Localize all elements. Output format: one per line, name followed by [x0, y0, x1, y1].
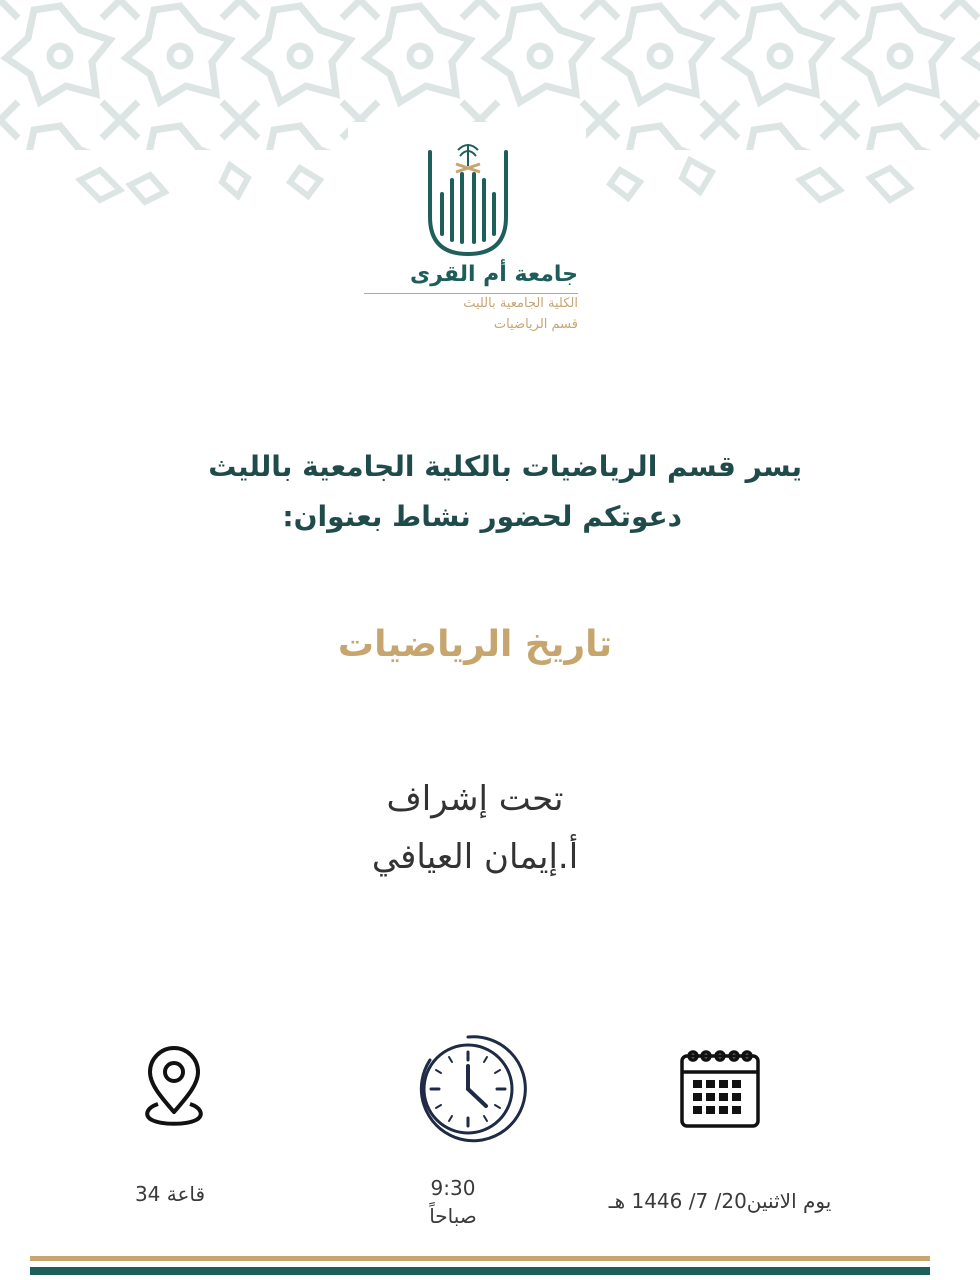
- university-name: جامعة أم القرى: [410, 262, 578, 287]
- university-emblem-icon: [418, 132, 518, 262]
- clock-icon: [408, 1030, 528, 1148]
- supervisor-name: أ.إيمان العيافي: [371, 837, 579, 877]
- bottom-gold-bar: [30, 1256, 930, 1261]
- supervision-block: [0, 770, 950, 886]
- logo-divider: [364, 293, 578, 294]
- university-logo: [348, 122, 586, 352]
- time-block: [393, 1174, 513, 1230]
- time-text: 9:30: [430, 1176, 476, 1200]
- date-text: يوم الاثنين20/ 7/ 1446 هـ: [608, 1189, 832, 1213]
- invitation-line-1: يسر قسم الرياضيات بالكلية الجامعية بالليث: [208, 450, 802, 483]
- college-name: الكلية الجامعية بالليث: [463, 296, 578, 311]
- location-pin-icon: [140, 1046, 208, 1128]
- department-name: قسم الرياضيات: [493, 317, 578, 332]
- period-text: صباحاً: [429, 1204, 477, 1228]
- invitation-line-2: دعوتكم لحضور نشاط بعنوان:: [282, 500, 682, 533]
- invitation-text: [82, 442, 802, 542]
- supervision-label: تحت إشراف: [386, 779, 564, 819]
- activity-title: تاريخ الرياضيات: [337, 624, 613, 665]
- bottom-teal-bar: [30, 1267, 930, 1275]
- calendar-icon: [678, 1046, 762, 1130]
- location-text: قاعة 34: [134, 1182, 206, 1206]
